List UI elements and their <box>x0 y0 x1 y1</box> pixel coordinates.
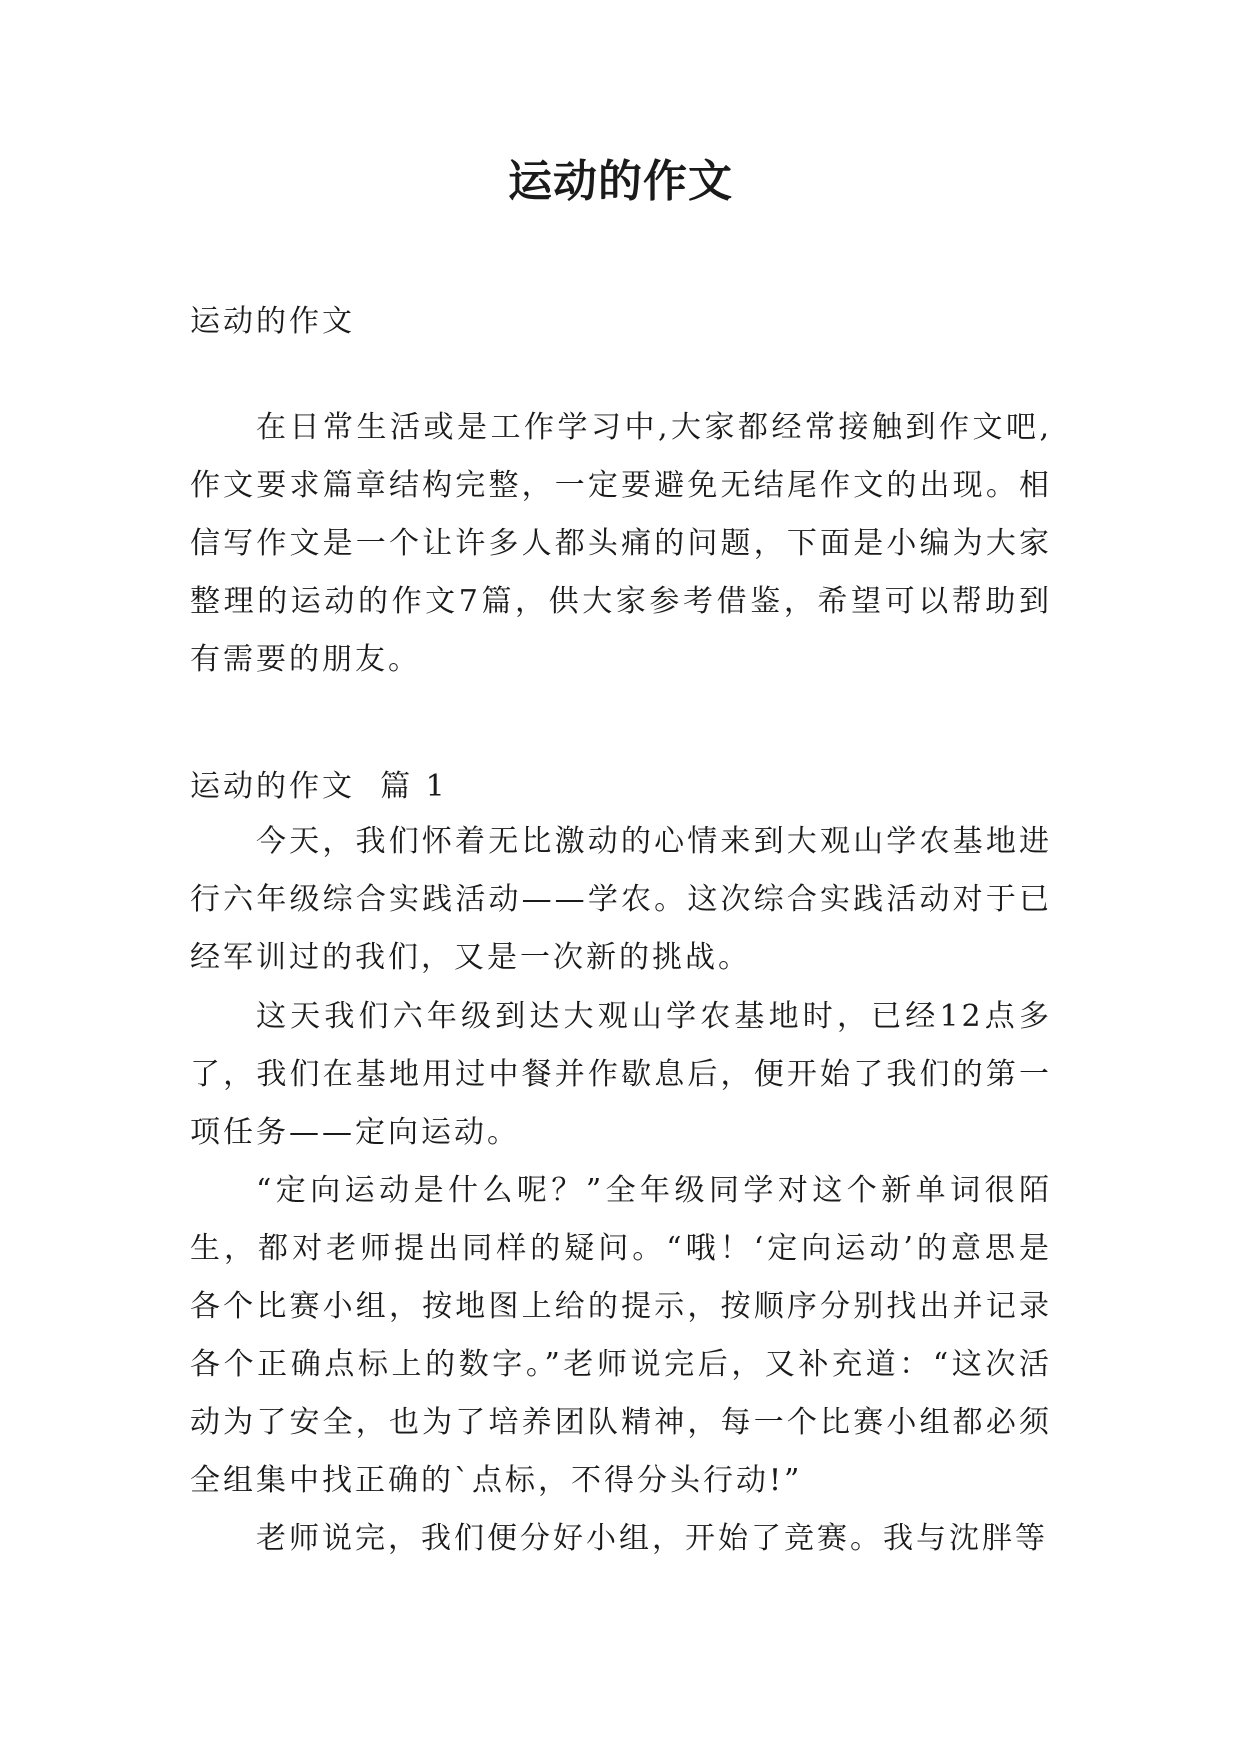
document-subtitle: 运动的作文 <box>190 304 355 339</box>
section-heading: 运动的作文 篇 1 <box>190 769 448 804</box>
body-paragraph-1: 今天，我们怀着无比激动的心情来到大观山学农基地进行六年级综合实践活动——学农。这次综合实践活动对于已经军训过的我们，又是一次新的挑战。 <box>190 824 1052 975</box>
body-paragraph-3: “定向运动是什么呢？”全年级同学对这个新单词很陌生，都对老师提出同样的疑问。“哦！‘定向运动’的意思是各个比赛小组，按地图上给的提示，按顺序分别找出并记录各个正确点标上的数字。”老师说完后，又补充道：“这次活动为了安全，也为了培养团队精神，每一个比赛小组都必须全组集中找正确的`点标，不得分头行动!” <box>190 1173 1052 1498</box>
document-title: 运动的作文 <box>508 156 733 207</box>
body-paragraph-2: 这天我们六年级到达大观山学农基地时，已经12点多了，我们在基地用过中餐并作歇息后，便开始了我们的第一项任务——定向运动。 <box>190 999 1052 1150</box>
body-paragraph-4: 老师说完，我们便分好小组，开始了竞赛。我与沈胖等 <box>256 1521 1048 1556</box>
intro-paragraph: 在日常生活或是工作学习中,大家都经常接触到作文吧,作文要求篇章结构完整，一定要避免无结尾作文的出现。相信写作文是一个让许多人都头痛的问题，下面是小编为大家整理的运动的作文7篇，供大家参考借鉴，希望可以帮助到有需要的朋友。 <box>190 410 1052 677</box>
